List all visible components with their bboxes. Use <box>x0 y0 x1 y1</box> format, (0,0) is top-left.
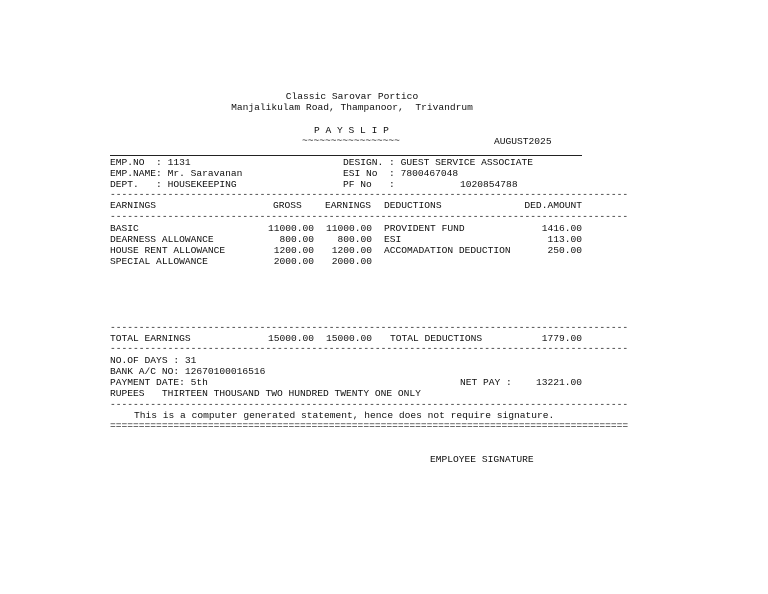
earning-gross: 11000.00 <box>267 223 314 234</box>
earning-gross: 2000.00 <box>273 256 314 267</box>
total-gross: 15000.00 <box>267 333 314 344</box>
earning-earned: 1200.00 <box>331 245 372 256</box>
earning-label: BASIC <box>110 223 139 234</box>
dashed-rule: ------------------------------------------------------------------------------------------ <box>110 322 629 333</box>
deduction-amount: 1416.00 <box>541 223 582 234</box>
employee-signature: EMPLOYEE SIGNATURE <box>430 454 534 465</box>
earning-gross: 800.00 <box>279 234 314 245</box>
emp-pf-label: PF No : <box>343 179 395 190</box>
deduction-amount: 113.00 <box>547 234 582 245</box>
deduction-label: ACCOMADATION DEDUCTION <box>384 245 511 256</box>
company-name: Classic Sarovar Portico <box>285 91 419 102</box>
payslip-title-underline: ~~~~~~~~~~~~~~~~~ <box>302 135 400 146</box>
deduction-label: ESI <box>384 234 402 245</box>
col-header-earnings: EARNINGS <box>110 200 157 211</box>
total-deductions: 1779.00 <box>541 333 582 344</box>
payment-date: PAYMENT DATE: 5th <box>110 377 208 388</box>
dashed-rule: ------------------------------------------------------------------------------------------ <box>110 189 629 200</box>
earning-label: SPECIAL ALLOWANCE <box>110 256 208 267</box>
earning-earned: 800.00 <box>337 234 372 245</box>
total-deductions-label: TOTAL DEDUCTIONS <box>390 333 483 344</box>
deduction-label: PROVIDENT FUND <box>384 223 465 234</box>
net-pay-value: 13221.00 <box>535 377 582 388</box>
deduction-amount: 250.00 <box>547 245 582 256</box>
dashed-rule: ------------------------------------------------------------------------------------------ <box>110 211 629 222</box>
dashed-rule: ------------------------------------------------------------------------------------------ <box>110 343 629 354</box>
col-header-gross: GROSS <box>273 200 302 211</box>
pay-period: AUGUST2025 <box>494 136 552 147</box>
col-header-ded-amount: DED.AMOUNT <box>524 200 582 211</box>
emp-designation: DESIGN. : GUEST SERVICE ASSOCIATE <box>343 157 533 168</box>
total-earnings-label: TOTAL EARNINGS <box>110 333 191 344</box>
earning-earned: 2000.00 <box>331 256 372 267</box>
bank-account: BANK A/C NO: 12670100016516 <box>110 366 266 377</box>
earning-label: HOUSE RENT ALLOWANCE <box>110 245 226 256</box>
emp-no: EMP.NO : 1131 <box>110 157 191 168</box>
double-rule: ========================================================================================== <box>110 420 629 431</box>
dashed-rule: ------------------------------------------------------------------------------------------ <box>110 399 629 410</box>
emp-name: EMP.NAME: Mr. Saravanan <box>110 168 243 179</box>
top-rule <box>110 155 582 156</box>
col-header-deductions: DEDUCTIONS <box>384 200 442 211</box>
emp-pf-value: 1020854788 <box>460 179 518 190</box>
col-header-earned: EARNINGS <box>325 200 372 211</box>
days-count: NO.OF DAYS : 31 <box>110 355 197 366</box>
computer-generated-note: This is a computer generated statement, hence does not require signature. <box>134 410 555 421</box>
emp-dept: DEPT. : HOUSEKEEPING <box>110 179 237 190</box>
payslip-title: P A Y S L I P <box>314 125 389 136</box>
earning-gross: 1200.00 <box>273 245 314 256</box>
total-earned: 15000.00 <box>325 333 372 344</box>
emp-esi-no: ESI No : 7800467048 <box>343 168 459 179</box>
company-address: Manjalikulam Road, Thampanoor, Trivandrum <box>231 102 473 113</box>
earning-earned: 11000.00 <box>325 223 372 234</box>
amount-in-words: RUPEES THIRTEEN THOUSAND TWO HUNDRED TWENTY ONE ONLY <box>110 388 421 399</box>
earning-label: DEARNESS ALLOWANCE <box>110 234 214 245</box>
net-pay-label: NET PAY : <box>460 377 512 388</box>
